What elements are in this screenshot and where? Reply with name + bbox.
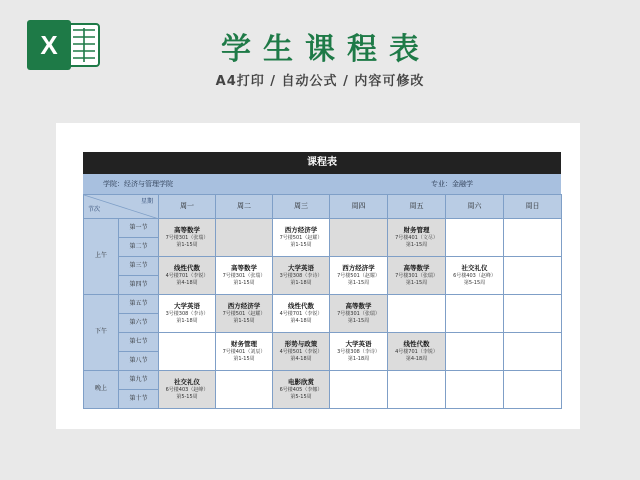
course-room: 6号楼405（李娜） (279, 386, 323, 393)
course-room: 7号楼501（赵耀） (222, 310, 266, 317)
course-cell[interactable] (388, 333, 446, 371)
course-name: 西方经济学 (342, 263, 375, 272)
course-cell-empty[interactable] (504, 371, 562, 409)
day-header-wed[interactable]: 周三 (273, 195, 330, 219)
corner-period-label: 节次 (88, 206, 101, 214)
table-title[interactable]: 课程表 (83, 152, 561, 174)
period-morning: 上午 (84, 219, 119, 295)
corner-header (84, 195, 159, 219)
course-cell-empty[interactable] (504, 219, 562, 257)
course-name: 大学英语 (174, 301, 200, 310)
course-room: 4号楼701（李锐） (279, 310, 323, 317)
course-weeks: 第5-15周 (463, 280, 486, 287)
day-header-thu[interactable]: 周四 (330, 195, 388, 219)
course-weeks: 第5-15周 (290, 394, 312, 401)
course-room: 7号楼501（赵耀） (279, 234, 323, 241)
course-name: 大学英语 (345, 339, 372, 348)
day-header-tue[interactable]: 周二 (216, 195, 273, 219)
college-label[interactable]: 学院：经济与管理学院 (103, 180, 173, 188)
course-room: 7号楼301（张瑞） (165, 234, 209, 241)
slot-6: 第六节 (119, 314, 159, 333)
course-cell[interactable] (273, 295, 330, 333)
course-weeks: 第5-15周 (176, 394, 198, 401)
course-weeks: 第1-15周 (290, 242, 312, 249)
course-cell[interactable] (388, 219, 446, 257)
course-room: 7号楼401（刘辰） (222, 348, 266, 355)
course-cell[interactable] (159, 295, 216, 333)
course-cell-empty[interactable] (446, 371, 504, 409)
course-weeks: 第1-15周 (347, 318, 370, 325)
course-cell-empty[interactable] (159, 333, 216, 371)
course-room: 4号楼701（李锐） (395, 348, 438, 355)
course-name: 线性代数 (288, 301, 314, 310)
course-cell[interactable] (216, 257, 273, 295)
course-name: 高等数学 (345, 301, 372, 310)
course-cell-empty[interactable] (446, 333, 504, 371)
course-room: 7号楼301（张瑞） (337, 310, 380, 317)
course-cell-empty[interactable] (388, 295, 446, 333)
course-cell[interactable] (159, 371, 216, 409)
schedule-table (83, 152, 561, 409)
course-room: 3号楼308（李诗） (165, 310, 209, 317)
course-cell[interactable] (330, 333, 388, 371)
course-weeks: 第1-15周 (176, 242, 198, 249)
course-weeks: 第1-15周 (233, 280, 255, 287)
period-afternoon: 下午 (84, 295, 119, 371)
course-name: 社交礼仪 (174, 377, 200, 386)
corner-weekday-label: 星期 (140, 198, 153, 205)
course-room: 4号楼701（李锐） (165, 272, 209, 279)
slot-4: 第四节 (119, 276, 159, 295)
course-cell[interactable] (216, 295, 273, 333)
day-header-sat[interactable]: 周六 (446, 195, 504, 219)
major-label[interactable]: 专业：金融学 (431, 180, 473, 188)
course-cell-empty[interactable] (446, 295, 504, 333)
course-room: 7号楼401（文尽） (395, 234, 438, 241)
course-weeks: 第1-18周 (176, 318, 198, 325)
course-weeks: 第1-15周 (233, 356, 255, 363)
period-evening: 晚上 (84, 371, 119, 409)
course-cell-empty[interactable] (504, 333, 562, 371)
course-room: 6号楼403（赵峰） (453, 272, 496, 279)
page-subtitle: A4打印 / 自动公式 / 内容可修改 (215, 74, 425, 89)
slot-3: 第三节 (119, 257, 159, 276)
slot-2: 第二节 (119, 238, 159, 257)
page-title: 学生课程表 (221, 32, 431, 67)
course-name: 社交礼仪 (461, 263, 488, 272)
course-name: 财务管理 (231, 339, 257, 348)
course-name: 电影欣赏 (288, 377, 314, 386)
course-name: 西方经济学 (227, 301, 261, 310)
course-room: 6号楼403（赵峰） (165, 386, 209, 393)
course-name: 财务管理 (403, 225, 430, 234)
day-header-mon[interactable]: 周一 (159, 195, 216, 219)
course-name: 线性代数 (403, 339, 430, 348)
course-name: 高等数学 (174, 225, 200, 234)
course-cell[interactable] (388, 257, 446, 295)
course-cell[interactable] (159, 257, 216, 295)
course-cell-empty[interactable] (330, 219, 388, 257)
course-cell[interactable] (216, 333, 273, 371)
course-weeks: 第1-15周 (405, 242, 428, 249)
course-cell[interactable] (273, 371, 330, 409)
slot-9: 第九节 (119, 371, 159, 390)
course-name: 高等数学 (231, 263, 257, 272)
schedule-grid (83, 194, 562, 409)
course-cell[interactable] (446, 257, 504, 295)
course-name: 大学英语 (288, 263, 314, 272)
course-room: 7号楼501（赵耀） (337, 272, 380, 279)
course-name: 高等数学 (403, 263, 430, 272)
slot-7: 第七节 (119, 333, 159, 352)
course-cell[interactable] (330, 257, 388, 295)
info-row (83, 174, 561, 194)
course-weeks: 第1-15周 (233, 318, 255, 325)
course-cell[interactable] (159, 219, 216, 257)
day-header-sun[interactable]: 周日 (504, 195, 562, 219)
course-cell[interactable] (273, 219, 330, 257)
course-cell[interactable] (330, 295, 388, 333)
day-header-fri[interactable]: 周五 (388, 195, 446, 219)
course-cell[interactable] (273, 333, 330, 371)
course-weeks: 第1-15周 (405, 280, 428, 287)
slot-1: 第一节 (119, 219, 159, 238)
course-weeks: 第1-15周 (347, 280, 370, 287)
svg-text:X: X (40, 30, 58, 60)
course-room: 7号楼301（张瑞） (222, 272, 266, 279)
slot-5: 第五节 (119, 295, 159, 314)
banner (0, 0, 640, 112)
course-weeks: 第4-18周 (176, 280, 198, 287)
course-weeks: 第4-18周 (290, 356, 312, 363)
course-cell-empty[interactable] (504, 295, 562, 333)
slot-10: 第十节 (119, 390, 159, 409)
course-name: 线性代数 (174, 263, 200, 272)
course-cell-empty[interactable] (216, 371, 273, 409)
course-cell-empty[interactable] (330, 371, 388, 409)
slot-8: 第八节 (119, 352, 159, 371)
course-cell[interactable] (273, 257, 330, 295)
course-cell-empty[interactable] (504, 257, 562, 295)
course-weeks: 第1-18周 (290, 280, 312, 287)
course-weeks: 第4-18周 (290, 318, 312, 325)
course-room: 3号楼308（李诗） (279, 272, 323, 279)
course-cell-empty[interactable] (216, 219, 273, 257)
course-name: 西方经济学 (284, 225, 318, 234)
course-name: 形势与政策 (284, 339, 318, 348)
course-weeks: 第4-18周 (405, 356, 428, 363)
course-cell-empty[interactable] (446, 219, 504, 257)
course-room: 4号楼501（李锐） (279, 348, 323, 355)
course-weeks: 第1-18周 (347, 356, 370, 363)
course-room: 3号楼308（李诗） (337, 348, 380, 355)
course-cell-empty[interactable] (388, 371, 446, 409)
course-room: 7号楼301（张瑞） (395, 272, 438, 279)
